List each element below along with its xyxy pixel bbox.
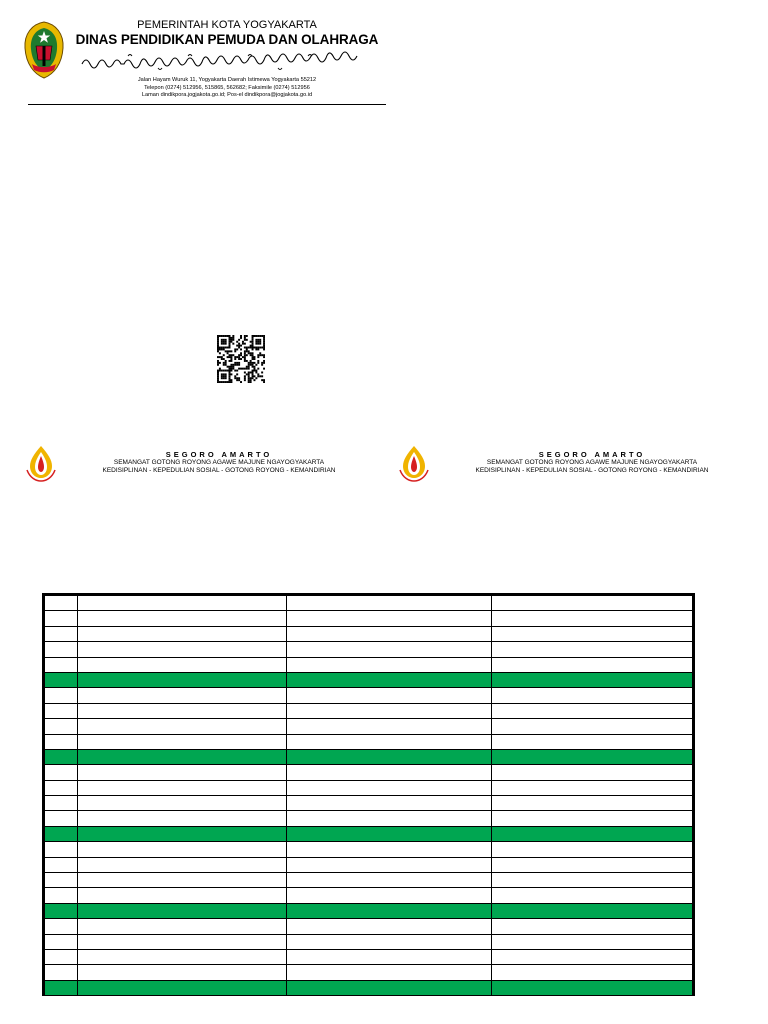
table-cell <box>78 873 287 888</box>
table-cell <box>78 780 287 795</box>
table-cell <box>492 749 694 764</box>
table-cell <box>78 611 287 626</box>
table-row <box>44 765 694 780</box>
table-cell <box>78 888 287 903</box>
table-cell <box>287 719 492 734</box>
data-table-container <box>42 593 695 1024</box>
table-cell <box>78 965 287 980</box>
table-cell <box>44 765 78 780</box>
slogan-values: KEDISIPLINAN - KEPEDULIAN SOSIAL - GOTONG ROYONG - KEMANDIRIAN <box>475 467 709 474</box>
table-cell <box>287 873 492 888</box>
slogan-values: KEDISIPLINAN - KEPEDULIAN SOSIAL - GOTONG ROYONG - KEMANDIRIAN <box>102 467 336 474</box>
table-cell <box>44 934 78 949</box>
table-cell <box>492 796 694 811</box>
table-cell <box>287 734 492 749</box>
table-cell <box>492 919 694 934</box>
table-row <box>44 796 694 811</box>
table-row <box>44 703 694 718</box>
table-cell <box>492 980 694 995</box>
table-cell <box>44 611 78 626</box>
table-cell <box>78 842 287 857</box>
table-row <box>44 780 694 795</box>
table-cell <box>44 626 78 641</box>
javanese-script-line <box>68 50 386 72</box>
table-cell <box>78 980 287 995</box>
table-cell <box>287 703 492 718</box>
segoro-amarto-logo-icon <box>24 444 58 482</box>
table-row <box>44 919 694 934</box>
table-cell <box>287 688 492 703</box>
table-cell <box>287 672 492 687</box>
table-cell <box>44 734 78 749</box>
table-cell <box>492 857 694 872</box>
table-cell <box>78 796 287 811</box>
table-cell <box>492 903 694 918</box>
table-cell <box>492 611 694 626</box>
table-cell <box>44 965 78 980</box>
table-row <box>44 611 694 626</box>
table-row <box>44 672 694 687</box>
table-row <box>44 626 694 641</box>
table-row <box>44 657 694 672</box>
table-row <box>44 811 694 826</box>
table-cell <box>78 857 287 872</box>
table-cell <box>44 857 78 872</box>
table-cell <box>44 980 78 995</box>
table-cell <box>287 595 492 611</box>
table-row <box>44 642 694 657</box>
qr-code <box>217 335 265 383</box>
table-cell <box>44 688 78 703</box>
table-cell <box>78 595 287 611</box>
table-cell <box>287 949 492 964</box>
table-cell <box>44 719 78 734</box>
table-cell <box>492 595 694 611</box>
table-cell <box>492 965 694 980</box>
phone-line: Telepon (0274) 512956, 515865, 562682; Faksimile (0274) 512956 <box>144 84 310 91</box>
table-cell <box>78 826 287 841</box>
table-cell <box>78 919 287 934</box>
table-row <box>44 749 694 764</box>
table-row <box>44 688 694 703</box>
table-row <box>44 980 694 995</box>
table-cell <box>287 934 492 949</box>
table-cell <box>492 873 694 888</box>
table-cell <box>78 703 287 718</box>
table-row <box>44 719 694 734</box>
table-cell <box>78 688 287 703</box>
segoro-amarto-logo-icon <box>397 444 431 482</box>
table-cell <box>44 780 78 795</box>
table-cell <box>492 934 694 949</box>
table-row <box>44 873 694 888</box>
table-cell <box>287 642 492 657</box>
table-row <box>44 949 694 964</box>
slogan-block <box>24 444 374 484</box>
table-cell <box>492 811 694 826</box>
table-cell <box>78 811 287 826</box>
slogan-line: SEMANGAT GOTONG ROYONG AGAWE MAJUNE NGAYOGYAKARTA <box>486 459 698 466</box>
table-cell <box>44 903 78 918</box>
table-cell <box>287 888 492 903</box>
table-cell <box>287 811 492 826</box>
slogan-line: SEMANGAT GOTONG ROYONG AGAWE MAJUNE NGAYOGYAKARTA <box>113 459 325 466</box>
table-cell <box>492 842 694 857</box>
table-row <box>44 934 694 949</box>
table-cell <box>492 826 694 841</box>
table-cell <box>492 703 694 718</box>
table-cell <box>287 980 492 995</box>
table-cell <box>287 919 492 934</box>
table-cell <box>78 672 287 687</box>
table-row <box>44 965 694 980</box>
table-cell <box>78 765 287 780</box>
table-row <box>44 857 694 872</box>
table-cell <box>78 949 287 964</box>
table-cell <box>492 688 694 703</box>
city-emblem-icon <box>22 20 66 80</box>
address-line: Jalan Hayam Wuruk 11, Yogyakarta Daerah Istimewa Yogyakarta 55212 <box>137 77 317 83</box>
table-cell <box>44 919 78 934</box>
table-cell <box>78 934 287 949</box>
table-cell <box>78 719 287 734</box>
table-cell <box>492 780 694 795</box>
table-cell <box>492 657 694 672</box>
table-row <box>44 888 694 903</box>
table-cell <box>78 626 287 641</box>
table-row <box>44 734 694 749</box>
table-row <box>44 826 694 841</box>
table-cell <box>44 657 78 672</box>
table-cell <box>44 796 78 811</box>
table-cell <box>287 965 492 980</box>
table-cell <box>287 765 492 780</box>
table-cell <box>44 949 78 964</box>
table-cell <box>78 642 287 657</box>
table-cell <box>44 672 78 687</box>
table-cell <box>492 949 694 964</box>
table-cell <box>44 888 78 903</box>
letterhead <box>20 16 386 108</box>
table-cell <box>44 749 78 764</box>
table-cell <box>44 811 78 826</box>
table-cell <box>44 842 78 857</box>
table-cell <box>287 826 492 841</box>
table-cell <box>44 642 78 657</box>
table-cell <box>492 734 694 749</box>
table-cell <box>78 749 287 764</box>
table-cell <box>492 642 694 657</box>
table-cell <box>287 749 492 764</box>
government-name: PEMERINTAH KOTA YOGYAKARTA <box>137 19 317 31</box>
table-cell <box>44 873 78 888</box>
table-cell <box>287 780 492 795</box>
table-cell <box>44 595 78 611</box>
department-name: DINAS PENDIDIKAN PEMUDA DAN OLAHRAGA <box>75 32 379 47</box>
table-cell <box>287 903 492 918</box>
table-cell <box>287 857 492 872</box>
table-cell <box>287 611 492 626</box>
table-cell <box>44 703 78 718</box>
table-cell <box>78 657 287 672</box>
table-row <box>44 903 694 918</box>
table-cell <box>287 796 492 811</box>
table-cell <box>492 719 694 734</box>
table-cell <box>287 657 492 672</box>
table-cell <box>44 826 78 841</box>
letterhead-divider <box>28 104 386 105</box>
table-cell <box>492 626 694 641</box>
table-cell <box>492 672 694 687</box>
table-row <box>44 842 694 857</box>
table-cell <box>287 842 492 857</box>
table-cell <box>492 765 694 780</box>
table-cell <box>78 734 287 749</box>
slogan-title: SEGORO AMARTO <box>538 450 646 459</box>
data-table <box>42 593 695 996</box>
table-cell <box>287 626 492 641</box>
table-row <box>44 595 694 611</box>
slogan-block <box>397 444 747 484</box>
table-cell <box>492 888 694 903</box>
web-line: Laman dindikpora.jogjakota.go.id; Pos-el dindikpora@jogjakota.go.id <box>141 92 313 98</box>
table-cell <box>78 903 287 918</box>
slogan-title: SEGORO AMARTO <box>165 450 273 459</box>
